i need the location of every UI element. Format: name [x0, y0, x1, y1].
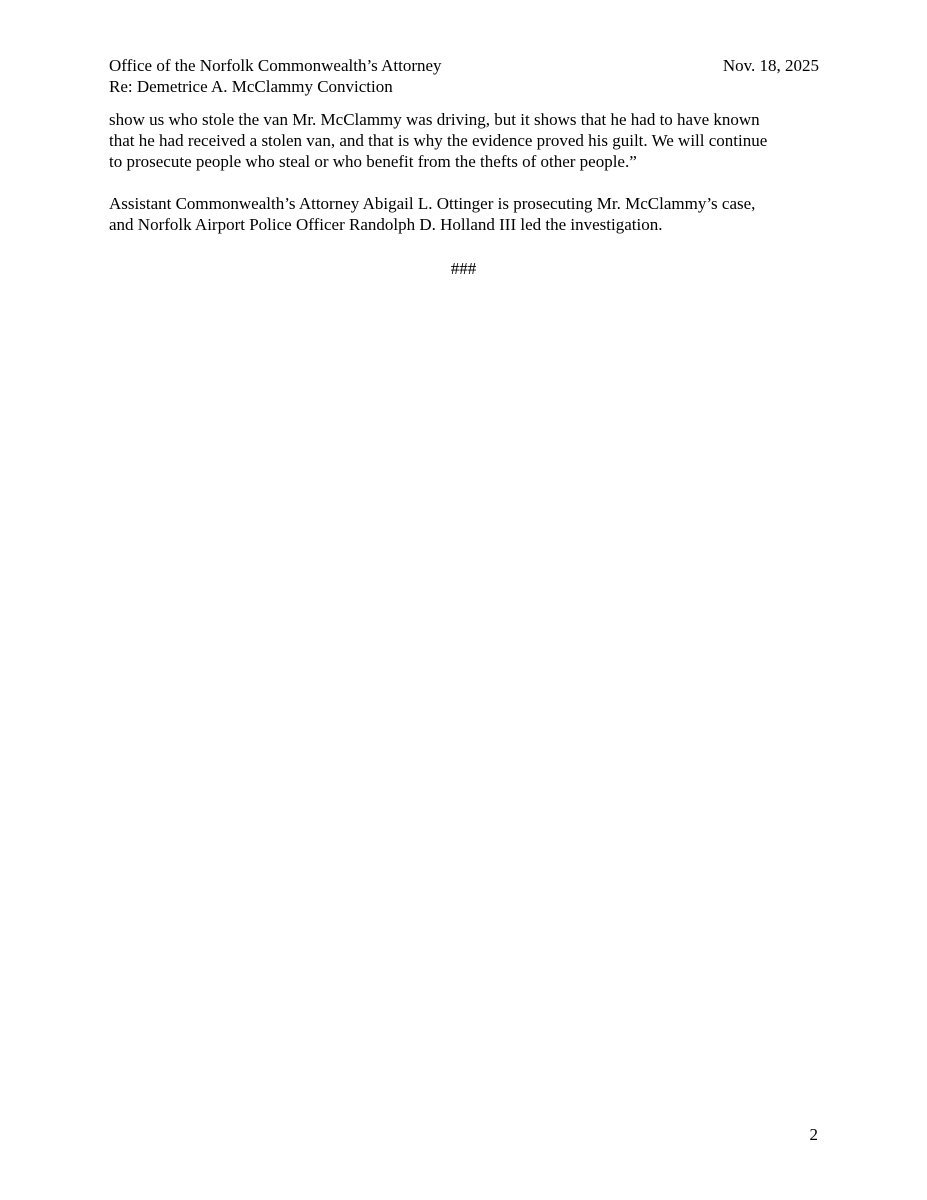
header-top-row	[109, 55, 819, 76]
end-of-release-mark: ###	[450, 259, 477, 278]
page-header	[109, 55, 819, 97]
paragraph-spacer	[109, 172, 825, 193]
page-number: 2	[809, 1125, 818, 1144]
paragraph-1-line-3: to prosecute people who steal or who benefit from the thefts of other people.”	[109, 152, 637, 171]
office-name: Office of the Norfolk Commonwealth’s Attorney	[109, 56, 442, 75]
document-body	[109, 109, 825, 235]
paragraph-2	[109, 193, 825, 235]
subject-line: Re: Demetrice A. McClammy Conviction	[109, 77, 393, 96]
paragraph-2-line-1: Assistant Commonwealth’s Attorney Abigail L. Ottinger is prosecuting Mr. McClammy’s case,	[109, 194, 756, 213]
release-date: Nov. 18, 2025	[722, 56, 819, 75]
header-subject-row	[109, 76, 819, 97]
paragraph-1	[109, 109, 825, 172]
paragraph-2-line-2: and Norfolk Airport Police Officer Randolph D. Holland III led the investigation.	[109, 215, 663, 234]
paragraph-1-line-2: that he had received a stolen van, and that is why the evidence proved his guilt. We will continue	[109, 131, 768, 150]
paragraph-1-line-1: show us who stole the van Mr. McClammy was driving, but it shows that he had to have known	[109, 110, 760, 129]
